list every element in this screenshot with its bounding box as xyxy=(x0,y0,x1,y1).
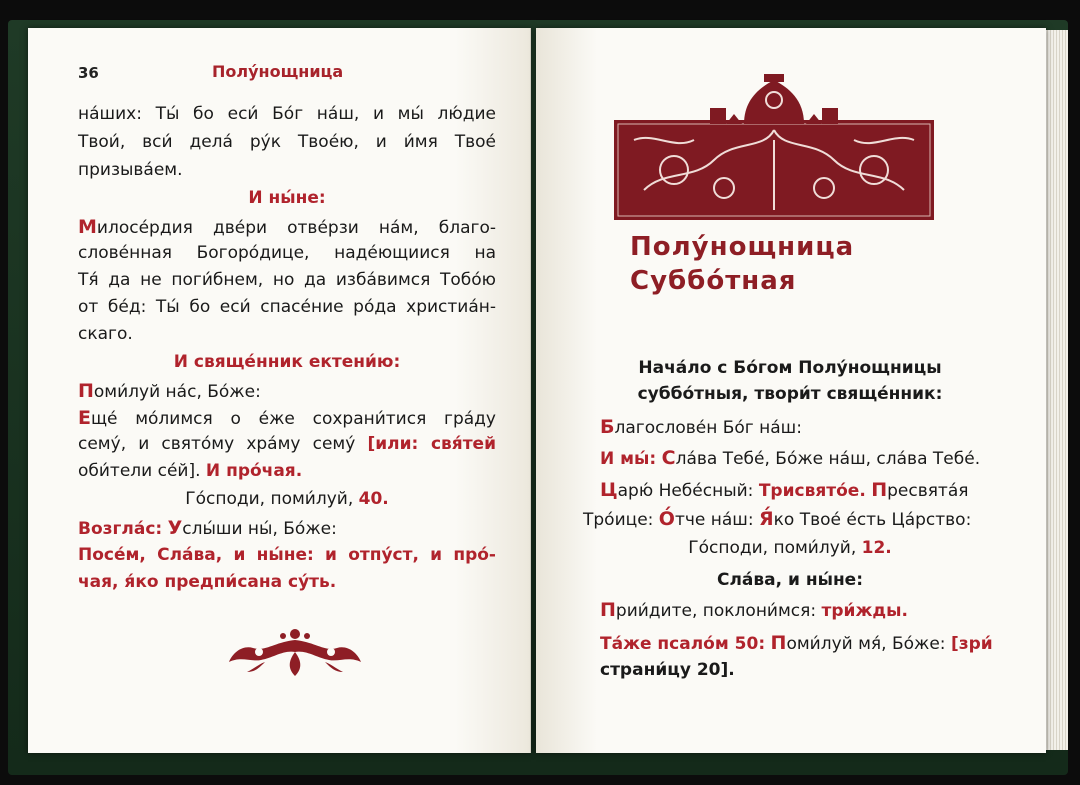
left-page-number: 36 xyxy=(78,64,99,82)
text-line: на́ших: Ты́ бо еси́ Бо́г на́ш, и мы́ лю́дие xyxy=(78,104,496,124)
text-span: ресвята́я xyxy=(887,481,969,501)
initial-letter: Е xyxy=(78,407,91,429)
rubric-span: три́жды. xyxy=(821,601,908,621)
rubric-span: Трисвято́е. xyxy=(758,481,866,501)
initial-letter: Ц xyxy=(600,479,618,501)
initial-letter: У xyxy=(167,517,183,539)
text-span: сему́, и свято́му хра́му сему́ xyxy=(78,434,356,454)
initial-letter: Я́ xyxy=(758,508,774,530)
rubric-line: Посе́м, Сла́ва, и ны́не: и отпу́ст, и про́- xyxy=(78,545,496,565)
text-line xyxy=(600,416,978,438)
text-line xyxy=(600,599,978,621)
text-line: скаго. xyxy=(78,324,133,344)
rubric-span: [или: свя́тей xyxy=(367,434,496,454)
rubric-heading: И ны́не: xyxy=(248,188,326,208)
rubric-span: 40. xyxy=(358,489,389,509)
rubric-span: И мы́: xyxy=(600,449,657,469)
rubric-span: И про́чая. xyxy=(205,461,303,481)
text-span: слы́ши ны́, Бо́же: xyxy=(182,519,337,539)
text-span: лагослове́н Бо́г на́ш: xyxy=(614,418,802,438)
text-line xyxy=(583,508,972,530)
text-line xyxy=(78,489,496,509)
text-line: от бе́д: Ты́ бо еси́ спасе́ние ро́да христиа́н- xyxy=(78,297,496,317)
text-line: Тя́ да не поги́бнем, но да изба́вимся Тобо́ю xyxy=(78,270,496,290)
floral-ornament xyxy=(225,622,365,680)
text-line xyxy=(610,538,970,558)
rubric-span: Та́же псало́м 50: xyxy=(600,634,766,654)
page-title: Полу́нощница xyxy=(630,232,855,262)
initial-letter: Б xyxy=(600,416,615,438)
rubric-span: Возгла́с: xyxy=(78,519,163,539)
text-span: Го́споди, поми́луй, xyxy=(688,538,857,558)
initial-letter: О́ xyxy=(658,508,675,530)
text-span: ла́ва Тебе́, Бо́же на́ш, сла́ва Тебе́. xyxy=(675,449,981,469)
text-line xyxy=(78,434,496,454)
text-line xyxy=(78,407,496,429)
text-span: оми́луй мя́, Бо́же: xyxy=(786,634,946,654)
text-span: оби́тели се́й]. xyxy=(78,461,201,481)
text-span: илосе́рдия две́ри отве́рзи на́м, благо- xyxy=(96,218,496,238)
rubric-line: суббо́тныя, твори́т свяще́нник: xyxy=(637,384,943,404)
rubric-line: страни́цу 20]. xyxy=(600,660,735,680)
rubric-span: [зри́ xyxy=(950,634,993,654)
rubric-heading: И свяще́нник ектени́ю: xyxy=(173,352,401,372)
text-span: арю́ Небе́сный: xyxy=(617,481,754,501)
text-line xyxy=(78,517,496,539)
text-span: оми́луй на́с, Бо́же: xyxy=(93,382,261,402)
text-span: рии́дите, поклони́мся: xyxy=(615,601,817,621)
text-line xyxy=(78,461,496,481)
text-span: ко Твое́ е́сть Ца́рство: xyxy=(773,510,972,530)
headpiece-ornament xyxy=(614,70,934,222)
text-line xyxy=(600,632,993,654)
initial-letter: С xyxy=(661,447,676,469)
text-span: Тро́ице: xyxy=(583,510,654,530)
initial-letter: П xyxy=(78,380,94,402)
initial-letter: П xyxy=(600,599,616,621)
text-line xyxy=(600,479,978,501)
text-span: Го́споди, поми́луй, xyxy=(185,489,354,509)
text-line: призыва́ем. xyxy=(78,160,183,180)
page-subtitle: Суббо́тная xyxy=(630,266,797,296)
rubric-heading: Сла́ва, и ны́не: xyxy=(716,570,864,590)
text-line xyxy=(600,447,981,469)
rubric-span: 12. xyxy=(861,538,892,558)
text-span: тче на́ш: xyxy=(674,510,754,530)
text-line xyxy=(78,216,496,238)
initial-letter: П xyxy=(871,479,888,501)
rubric-line: Нача́ло с Бо́гом Полу́нощницы xyxy=(638,358,942,378)
rubric-line: чая, я́ко предпи́сана су́ть. xyxy=(78,572,337,592)
text-line: слове́нная Богоро́дице, наде́ющиися на xyxy=(78,243,496,263)
initial-letter: П xyxy=(770,632,787,654)
page-edges xyxy=(1044,30,1068,750)
text-line: Твои́, вси́ дела́ ру́к Твое́ю, и и́мя Твое́ xyxy=(78,132,496,152)
initial-letter: М xyxy=(78,216,97,238)
left-running-title: Полу́нощница xyxy=(212,62,344,81)
text-line xyxy=(78,380,496,402)
text-span: ще́ мо́лимся о е́же сохрани́тися гра́ду xyxy=(90,409,496,429)
